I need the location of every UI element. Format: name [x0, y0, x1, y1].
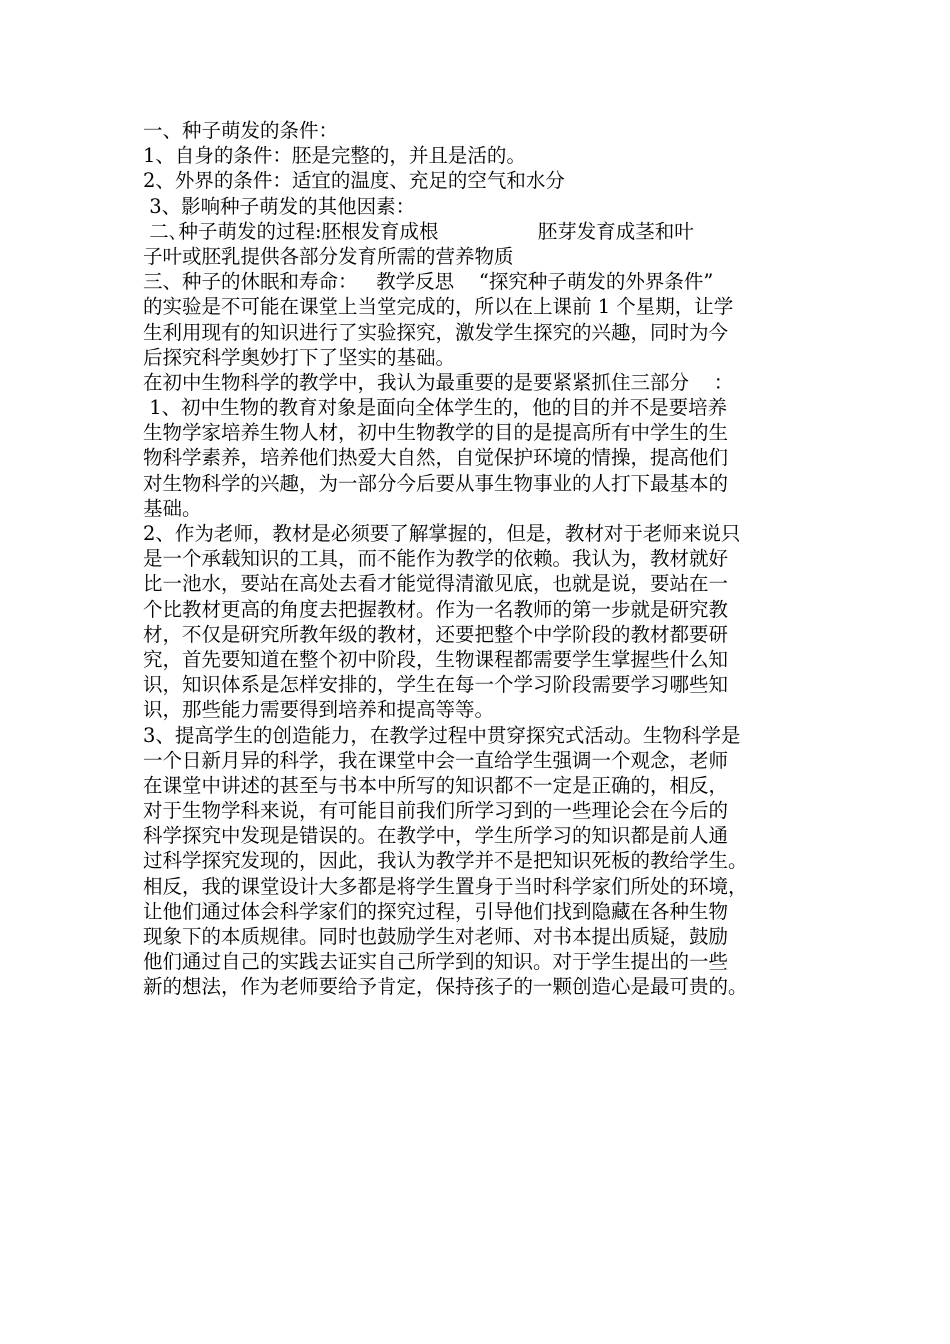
document-body [143, 118, 843, 1000]
text-line: 现象下的本质规律。同时也鼓励学生对老师、对书本提出质疑，鼓励 [143, 925, 729, 948]
text-line: 个比教材更高的角度去把握教材。作为一名教师的第一步就是研究教 [143, 597, 729, 621]
text-line: 比一池水，要站在高处去看才能觉得清澈见底，也就是说，要站在一 [143, 572, 729, 596]
text-line: 识，知识体系是怎样安排的，学生在每一个学习阶段需要学习哪些知 [143, 673, 729, 697]
text-line: 让他们通过体会科学家们的探究过程，引导他们找到隐藏在各种生物 [143, 899, 729, 923]
text-line: 对生物科学的兴趣，为一部分今后要从事生物事业的人打下最基本的 [143, 471, 729, 495]
text-line: 子叶或胚乳提供各部分发育所需的营养物质 [143, 244, 514, 268]
text-line: 1、自身的条件：胚是完整的，并且是活的。 [143, 144, 526, 168]
heading-dormancy-and-reflection: 三、种子的休眠和寿命： 教学反思 “探究种子萌发的外界条件” [143, 270, 714, 294]
text-line: 基础。 [143, 496, 202, 520]
heading-germination-process: 二､种子萌发的过程:胚根发育成根 胚芽发育成茎和叶 [143, 219, 694, 243]
text-line: 在初中生物科学的教学中，我认为最重要的是要紧紧抓住三部分 ： [143, 370, 734, 394]
text-line: 过科学探究发现的，因此，我认为教学并不是把知识死板的教给学生。 [143, 849, 748, 873]
text-line: 他们通过自己的实践去证实自己所学到的知识。对于学生提出的一些 [143, 950, 729, 974]
text-line: 1、初中生物的教育对象是面向全体学生的，他的目的并不是要培养 [143, 396, 728, 420]
text-line: 物科学素养，培养他们热爱大自然，自觉保护环境的情操，提高他们 [143, 446, 729, 470]
text-line: 在课堂中讲述的甚至与书本中所写的知识都不一定是正确的，相反， [143, 773, 729, 797]
text-line: 的实验是不可能在课堂上当堂完成的，所以在上课前 1 个星期，让学 [143, 295, 734, 319]
text-line: 识，那些能力需要得到培养和提高等等。 [143, 698, 495, 722]
text-line: 是一个承载知识的工具，而不能作为教学的依赖。我认为，教材就好 [143, 547, 729, 571]
text-line: 后探究科学奥妙打下了坚实的基础。 [143, 345, 456, 369]
text-line: 生物学家培养生物人材，初中生物教学的目的是提高所有中学生的生 [143, 421, 729, 445]
text-line: 3、提高学生的创造能力，在教学过程中贯穿探究式活动。生物科学是 [143, 723, 741, 747]
heading-germination-conditions: 一、种子萌发的条件： [143, 119, 339, 142]
text-line: 新的想法，作为老师要给予肯定，保持孩子的一颗创造心是最可贵的。 [143, 975, 748, 999]
text-line: 一个日新月异的科学，我在课堂中会一直给学生强调一个观念，老师 [143, 748, 729, 772]
text-line: 生利用现有的知识进行了实验探究，激发学生探究的兴趣，同时为今 [143, 320, 729, 344]
text-line: 对于生物学科来说，有可能目前我们所学习到的一些理论会在今后的 [143, 799, 729, 823]
text-line: 3、影响种子萌发的其他因素： [143, 194, 416, 218]
text-line: 相反，我的课堂设计大多都是将学生置身于当时科学家们所处的环境， [143, 874, 748, 898]
text-line: 材，不仅是研究所教年级的教材，还要把整个中学阶段的教材都要研 [143, 622, 729, 646]
text-line: 科学探究中发现是错误的。在教学中，学生所学习的知识都是前人通 [143, 824, 729, 848]
text-line: 2、作为老师，教材是必须要了解掌握的，但是，教材对于老师来说只 [143, 522, 741, 545]
text-line: 2、外界的条件：适宜的温度、充足的空气和水分 [143, 169, 565, 193]
text-line: 究，首先要知道在整个初中阶段，生物课程都需要学生掌握些什么知 [143, 647, 729, 671]
